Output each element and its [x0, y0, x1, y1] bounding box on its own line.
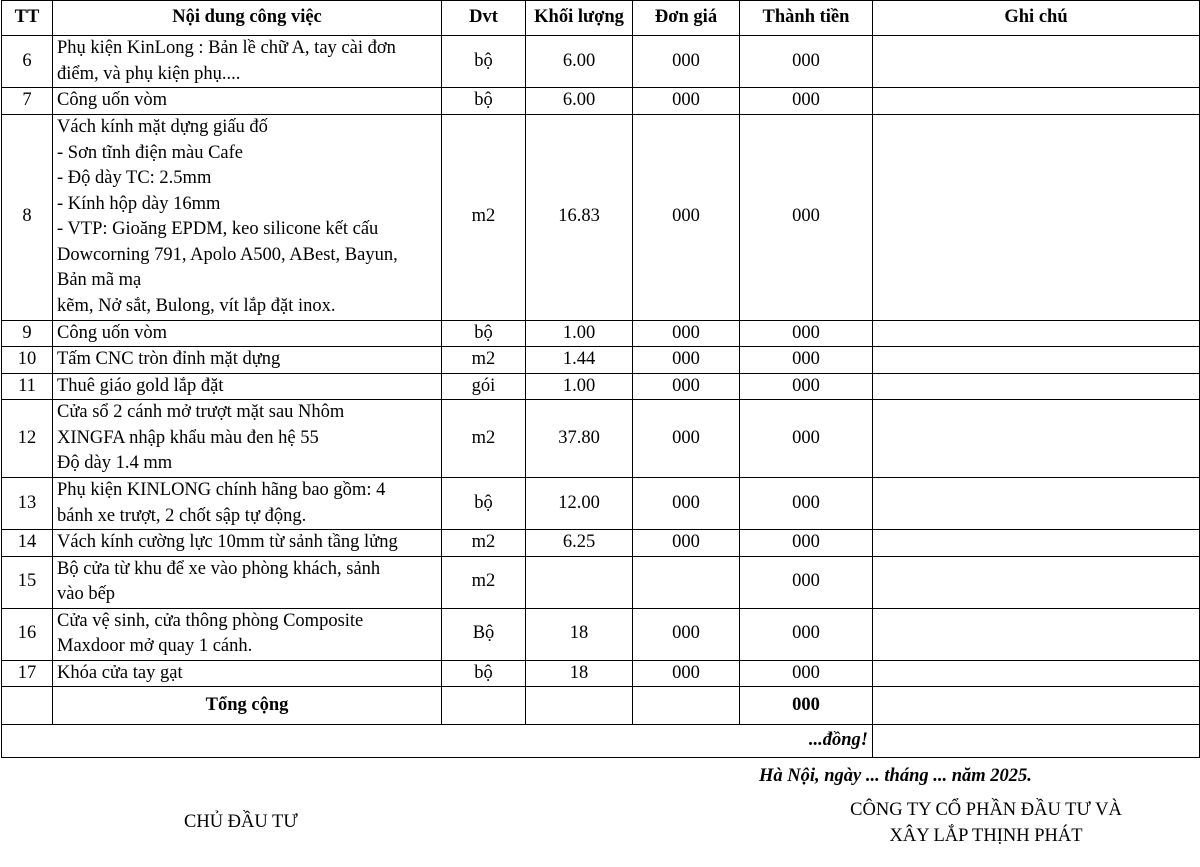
- row-unit: m2: [442, 556, 526, 608]
- row-unit: gói: [442, 373, 526, 400]
- row-note: [873, 373, 1200, 400]
- row-unit-price: 000: [633, 530, 740, 557]
- header-qty: Khối lượng: [526, 1, 633, 36]
- total-note-cell: [873, 687, 1200, 725]
- row-description: Tấm CNC tròn đỉnh mặt dựng: [53, 347, 442, 374]
- row-amount: 000: [740, 400, 873, 478]
- table-row: [2, 36, 1200, 88]
- row-note: [873, 400, 1200, 478]
- row-amount: 000: [740, 373, 873, 400]
- row-unit: m2: [442, 400, 526, 478]
- row-quantity: 6.00: [526, 88, 633, 115]
- row-unit: bộ: [442, 320, 526, 347]
- row-unit: m2: [442, 347, 526, 374]
- total-label: Tổng cộng: [53, 687, 442, 725]
- row-tt: 8: [2, 114, 53, 320]
- row-note: [873, 320, 1200, 347]
- row-unit-price: 000: [633, 88, 740, 115]
- row-tt: 15: [2, 556, 53, 608]
- total-qty-cell: [526, 687, 633, 725]
- row-tt: 13: [2, 478, 53, 530]
- row-description: Công uốn vòm: [53, 320, 442, 347]
- company-signature-title: [836, 797, 1136, 849]
- header-tt: TT: [2, 1, 53, 36]
- row-note: [873, 530, 1200, 557]
- row-quantity: 1.00: [526, 373, 633, 400]
- row-tt: 14: [2, 530, 53, 557]
- row-quantity: 37.80: [526, 400, 633, 478]
- row-description: Cửa sổ 2 cánh mở trượt mặt sau Nhôm XINGFA nhập khẩu màu đen hệ 55 Độ dày 1.4 mm: [53, 400, 442, 478]
- row-note: [873, 660, 1200, 687]
- table-row: [2, 608, 1200, 660]
- row-unit-price: 000: [633, 660, 740, 687]
- row-description: Vách kính mặt dựng giấu đố - Sơn tĩnh điện màu Cafe - Độ dày TC: 2.5mm - Kính hộp dày 16mm - VTP: Gioăng EPDM, keo silicone kết cấu Dowcorning 791, Apolo A500, ABest, Bayun, Bản mã mạ kẽm, Nở sắt, Bulong, vít lắp đặt inox.: [53, 114, 442, 320]
- header-unit: Dvt: [442, 1, 526, 36]
- header-price: Đơn giá: [633, 1, 740, 36]
- row-note: [873, 114, 1200, 320]
- row-quantity: 6.00: [526, 36, 633, 88]
- table-row: [2, 556, 1200, 608]
- table-row: [2, 400, 1200, 478]
- row-description: Bộ cửa từ khu để xe vào phòng khách, sảnh vào bếp: [53, 556, 442, 608]
- row-amount: 000: [740, 530, 873, 557]
- row-note: [873, 347, 1200, 374]
- row-description: Khóa cửa tay gạt: [53, 660, 442, 687]
- quotation-table: [1, 0, 1200, 758]
- row-description: Phụ kiện KinLong : Bản lề chữ A, tay cài đơn điểm, và phụ kiện phụ....: [53, 36, 442, 88]
- row-note: [873, 36, 1200, 88]
- row-tt: 7: [2, 88, 53, 115]
- row-amount: 000: [740, 660, 873, 687]
- row-quantity: 18: [526, 660, 633, 687]
- row-tt: 12: [2, 400, 53, 478]
- table-row: [2, 373, 1200, 400]
- row-unit: Bộ: [442, 608, 526, 660]
- row-tt: 16: [2, 608, 53, 660]
- row-quantity: 6.25: [526, 530, 633, 557]
- header-row: [2, 1, 1200, 36]
- table-row: [2, 530, 1200, 557]
- table-row: [2, 88, 1200, 115]
- row-unit-price: 000: [633, 347, 740, 374]
- row-unit-price: 000: [633, 36, 740, 88]
- row-unit: bộ: [442, 660, 526, 687]
- row-unit-price: 000: [633, 400, 740, 478]
- row-unit-price: 000: [633, 320, 740, 347]
- row-note: [873, 556, 1200, 608]
- row-unit-price: 000: [633, 478, 740, 530]
- row-amount: 000: [740, 608, 873, 660]
- row-tt: 9: [2, 320, 53, 347]
- row-unit: bộ: [442, 478, 526, 530]
- row-amount: 000: [740, 347, 873, 374]
- row-quantity: 16.83: [526, 114, 633, 320]
- row-tt: 10: [2, 347, 53, 374]
- table-row: [2, 114, 1200, 320]
- row-note: [873, 88, 1200, 115]
- row-tt: 11: [2, 373, 53, 400]
- total-row: [2, 687, 1200, 725]
- row-unit: m2: [442, 114, 526, 320]
- row-unit-price: 000: [633, 373, 740, 400]
- total-tt-cell: [2, 687, 53, 725]
- company-name-line1: CÔNG TY CỔ PHẦN ĐẦU TƯ VÀ: [850, 800, 1122, 820]
- row-note: [873, 608, 1200, 660]
- row-amount: 000: [740, 556, 873, 608]
- row-amount: 000: [740, 320, 873, 347]
- table-row: [2, 320, 1200, 347]
- row-description: Cửa vệ sinh, cửa thông phòng Composite Maxdoor mở quay 1 cánh.: [53, 608, 442, 660]
- row-description: Vách kính cường lực 10mm từ sảnh tầng lửng: [53, 530, 442, 557]
- header-amount: Thành tiền: [740, 1, 873, 36]
- row-unit: bộ: [442, 36, 526, 88]
- words-note-cell: [873, 725, 1200, 758]
- row-amount: 000: [740, 36, 873, 88]
- row-quantity: 1.00: [526, 320, 633, 347]
- amount-in-words-row: [2, 725, 1200, 758]
- header-note: Ghi chú: [873, 1, 1200, 36]
- row-quantity: 18: [526, 608, 633, 660]
- table-row: [2, 478, 1200, 530]
- row-unit-price: [633, 556, 740, 608]
- row-quantity: [526, 556, 633, 608]
- row-unit-price: 000: [633, 608, 740, 660]
- table-row: [2, 660, 1200, 687]
- total-amount: 000: [740, 687, 873, 725]
- amount-in-words: ...đồng!: [2, 725, 873, 758]
- row-amount: 000: [740, 478, 873, 530]
- row-description: Thuê giáo gold lắp đặt: [53, 373, 442, 400]
- row-tt: 6: [2, 36, 53, 88]
- date-line: Hà Nội, ngày ... tháng ... năm 2025.: [759, 766, 1032, 786]
- row-quantity: 1.44: [526, 347, 633, 374]
- header-content: Nội dung công việc: [53, 1, 442, 36]
- owner-signature-title: CHỦ ĐẦU TƯ: [184, 812, 298, 832]
- table-row: [2, 347, 1200, 374]
- total-unit-cell: [442, 687, 526, 725]
- total-price-cell: [633, 687, 740, 725]
- row-amount: 000: [740, 88, 873, 115]
- row-description: Công uốn vòm: [53, 88, 442, 115]
- row-amount: 000: [740, 114, 873, 320]
- row-unit-price: 000: [633, 114, 740, 320]
- row-tt: 17: [2, 660, 53, 687]
- row-description: Phụ kiện KINLONG chính hãng bao gồm: 4 bánh xe trượt, 2 chốt sập tự động.: [53, 478, 442, 530]
- row-unit: bộ: [442, 88, 526, 115]
- company-name-line2: XÂY LẮP THỊNH PHÁT: [889, 826, 1083, 846]
- row-unit: m2: [442, 530, 526, 557]
- row-note: [873, 478, 1200, 530]
- row-quantity: 12.00: [526, 478, 633, 530]
